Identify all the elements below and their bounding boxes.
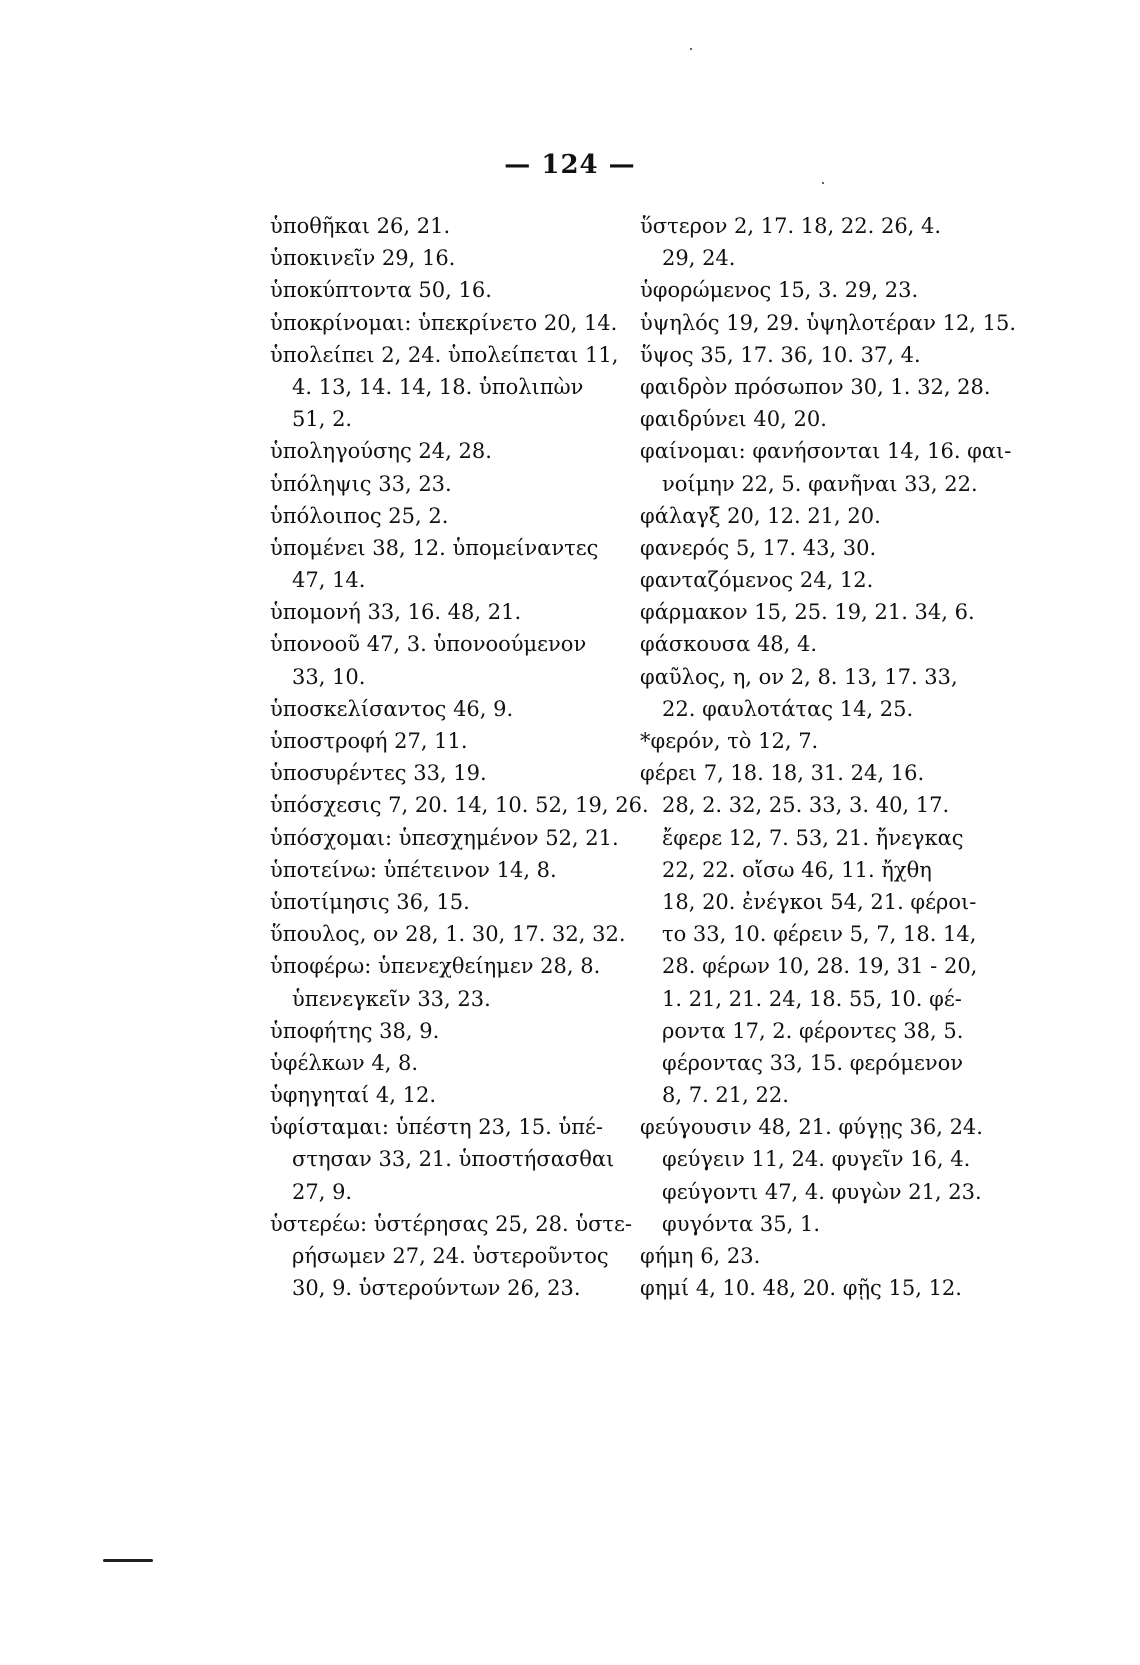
index-entry: ὑποκινεῖν 29, 16. [270,246,456,271]
ink-speck [822,182,824,184]
index-entry-continuation: φυγόντα 35, 1. [662,1211,821,1236]
index-entry-continuation: 28, 2. 32, 25. 33, 3. 40, 17. [662,793,950,818]
index-entry: *φερόν, τὸ 12, 7. [640,729,819,753]
index-entry: ὑποτείνω: ὑπέτεινον 14, 8. [270,857,557,882]
index-entry: φήμη 6, 23. [640,1244,761,1268]
index-entry: ὑπόλοιπος 25, 2. [270,503,449,528]
index-entry: ὕψος 35, 17. 36, 10. 37, 4. [640,342,921,367]
index-entry-continuation: φεύγειν 11, 24. φυγεῖν 16, 4. [662,1147,971,1172]
page-number: — 124 — [504,150,636,180]
index-entry: ὑπομένει 38, 12. ὑπομείναντες [270,535,599,560]
index-entry: ὑπομονή 33, 16. 48, 21. [270,600,522,625]
index-entry-continuation: 30, 9. ὑστερούντων 26, 23. [292,1276,581,1301]
index-entry: φαιδρὸν πρόσωπον 30, 1. 32, 28. [640,374,991,399]
index-entry-continuation: ρήσωμεν 27, 24. ὑστεροῦντος [292,1244,609,1268]
index-entry-continuation: το 33, 10. φέρειν 5, 7, 18. 14, [662,922,977,947]
index-entry: ὑπονοοῦ 47, 3. ὑπονοούμενον [270,632,587,657]
index-entry: ὑποσκελίσαντος 46, 9. [270,696,514,721]
index-column-left [270,210,660,1304]
index-entry-continuation: 22, 22. οἴσω 46, 11. ἤχθη [662,857,932,882]
index-entry: ὑπολείπει 2, 24. ὑπολείπεται 11, [270,342,619,367]
index-entry: ὑπόσχομαι: ὑπεσχημένον 52, 21. [270,825,619,850]
index-entry: ὑφίσταμαι: ὑπέστη 23, 15. ὑπέ- [270,1115,603,1140]
index-entry: ὑφέλκων 4, 8. [270,1050,419,1075]
index-entry: φανερός 5, 17. 43, 30. [640,535,877,560]
index-entry: ὕπουλος, ον 28, 1. 30, 17. 32, 32. [270,922,626,947]
index-entry-continuation: ἔφερε 12, 7. 53, 21. ἤνεγκας [662,825,964,850]
ink-speck [690,48,692,50]
index-entry: ὑποστροφή 27, 11. [270,729,468,753]
index-entry: φάσκουσα 48, 4. [640,632,818,657]
index-entry: φαῦλος, η, ον 2, 8. 13, 17. 33, [640,664,958,689]
index-entry: φημί 4, 10. 48, 20. φῇς 15, 12. [640,1276,962,1301]
index-entry: φεύγουσιν 48, 21. φύγῃς 36, 24. [640,1115,983,1140]
index-entry: φάλαγξ 20, 12. 21, 20. [640,503,881,528]
index-entry: ὑποληγούσης 24, 28. [270,439,492,464]
index-entry-continuation: 8, 7. 21, 22. [662,1083,789,1108]
index-entry: ὑποφέρω: ὑπενεχθείημεν 28, 8. [270,954,601,979]
page-edge-mark [103,1559,153,1562]
index-entry-continuation: ροντα 17, 2. φέροντες 38, 5. [662,1018,964,1043]
index-entry: ὑστερέω: ὑστέρησας 25, 28. ὑστε- [270,1211,633,1236]
index-entry-continuation: 22. φαυλοτάτας 14, 25. [662,696,914,721]
index-entry-continuation: φέροντας 33, 15. φερόμενον [662,1050,963,1075]
index-entry-continuation: 28. φέρων 10, 28. 19, 31 - 20, [662,954,978,979]
index-entry: ὑποφήτης 38, 9. [270,1018,440,1043]
index-entry-continuation: στησαν 33, 21. ὑποστήσασθαι [292,1147,615,1172]
index-entry: ὑπόληψις 33, 23. [270,471,452,496]
index-entry-continuation: 29, 24. [662,246,736,271]
index-entry-continuation: 27, 9. [292,1179,353,1204]
index-entry-continuation: 18, 20. ἐνέγκοι 54, 21. φέροι- [662,889,977,914]
index-entry-continuation: 47, 14. [292,568,366,593]
index-entry-continuation: 1. 21, 21. 24, 18. 55, 10. φέ- [662,986,962,1011]
index-entry-continuation: 51, 2. [292,407,353,432]
index-column-right [640,210,1030,1304]
index-entry: φανταζόμενος 24, 12. [640,568,874,593]
index-entry: ὑποκύπτοντα 50, 16. [270,278,492,303]
index-entry: φαιδρύνει 40, 20. [640,407,827,432]
index-entry: ὑποθῆκαι 26, 21. [270,214,451,238]
index-entry-continuation: ὑπενεγκεῖν 33, 23. [292,986,491,1011]
index-entry: ὕστερον 2, 17. 18, 22. 26, 4. [640,214,942,238]
index-entry: φαίνομαι: φανήσονται 14, 16. φαι- [640,439,1012,464]
index-entry: φάρμακον 15, 25. 19, 21. 34, 6. [640,600,975,625]
index-entry: ὑπόσχεσις 7, 20. 14, 10. 52, 19, 26. [270,793,649,818]
index-entry-continuation: 4. 13, 14. 14, 18. ὑπολιπὼν [292,374,584,399]
index-entry-continuation: νοίμην 22, 5. φανῆναι 33, 22. [662,471,978,496]
index-entry: ὑποτίμησις 36, 15. [270,889,470,914]
index-entry: ὑφηγηταί 4, 12. [270,1083,437,1108]
index-entry-continuation: φεύγοντι 47, 4. φυγὼν 21, 23. [662,1179,982,1204]
index-entry: ὑποσυρέντες 33, 19. [270,761,487,786]
index-entry: ὑποκρίνομαι: ὑπεκρίνετο 20, 14. [270,310,618,335]
index-entry-continuation: 33, 10. [292,664,366,689]
index-entry: ὑψηλός 19, 29. ὑψηλοτέραν 12, 15. [640,310,1017,335]
index-entry: φέρει 7, 18. 18, 31. 24, 16. [640,761,925,786]
index-entry: ὑφορώμενος 15, 3. 29, 23. [640,278,919,303]
